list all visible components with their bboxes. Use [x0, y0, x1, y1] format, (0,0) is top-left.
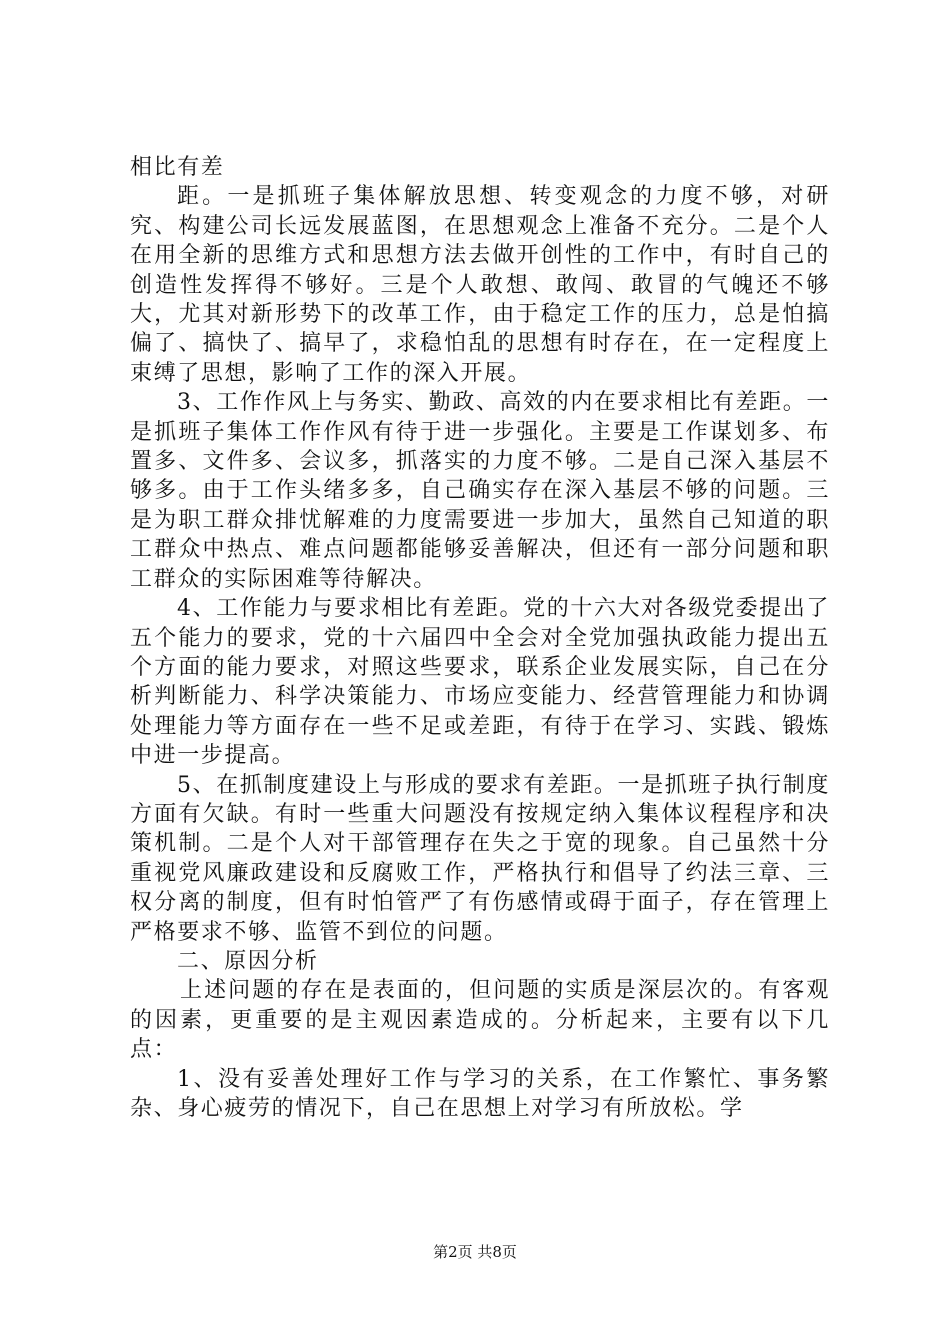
page-number-indicator: 第2页 共8页: [433, 1243, 517, 1261]
paragraph-cause-one: 1、没有妥善处理好工作与学习的关系，在工作繁忙、事务繁杂、身心疲劳的情况下，自己在思想上对学习有所放松。学: [130, 1066, 830, 1121]
paragraph-system-building-gap: 5、在抓制度建设上与形成的要求有差距。一是抓班子执行制度方面有欠缺。有时一些重大问题没有按规定纳入集体议程程序和决策机制。二是个人对干部管理存在失之于宽的现象。自己虽然十分重视党风廉政建设和反腐败工作，严格执行和倡导了约法三章、三权分离的制度，但有时怕管严了有伤感情或碍于面子，存在管理上严格要求不够、监管不到位的问题。: [130, 772, 830, 945]
paragraph-work-style-gap: 3、工作作风上与务实、勤政、高效的内在要求相比有差距。一是抓班子集体工作作风有待于进一步强化。主要是工作谋划多、布置多、文件多、会议多，抓落实的力度不够。二是自己深入基层不够多。由于工作头绪多多，自己确实存在深入基层不够的问题。三是为职工群众排忧解难的力度需要进一步加大，虽然自己知道的职工群众中热点、难点问题都能够妥善解决，但还有一部分问题和职工群众的实际困难等待解决。: [130, 390, 830, 592]
document-body: [130, 153, 830, 1123]
paragraph-continuation-heading: 相比有差: [130, 155, 225, 180]
section-heading-cause-analysis: 二、原因分析: [177, 948, 319, 974]
page-footer: [0, 1241, 950, 1262]
paragraph-work-ability-gap: 4、工作能力与要求相比有差距。党的十六大对各级党委提出了五个能力的要求，党的十六届四中全会对全党加强执政能力提出五个方面的能力要求，对照这些要求，联系企业发展实际，自己在分析判断能力、科学决策能力、市场应变能力、经营管理能力和协调处理能力等方面存在一些不足或差距，有待于在学习、实践、锻炼中进一步提高。: [130, 596, 830, 769]
paragraph-thinking-gap: 距。一是抓班子集体解放思想、转变观念的力度不够，对研究、构建公司长远发展蓝图，在思想观念上准备不充分。二是个人在用全新的思维方式和思想方法去做开创性的工作中，有时自己的创造性发挥得不够好。三是个人敢想、敢闯、敢冒的气魄还不够大，尤其对新形势下的改革工作，由于稳定工作的压力，总是怕搞偏了、搞快了、搞早了，求稳怕乱的思想有时存在，在一定程度上束缚了思想，影响了工作的深入开展。: [130, 184, 830, 386]
paragraph-cause-intro: 上述问题的存在是表面的，但问题的实质是深层次的。有客观的因素，更重要的是主观因素造成的。分析起来，主要有以下几点：: [130, 978, 830, 1063]
